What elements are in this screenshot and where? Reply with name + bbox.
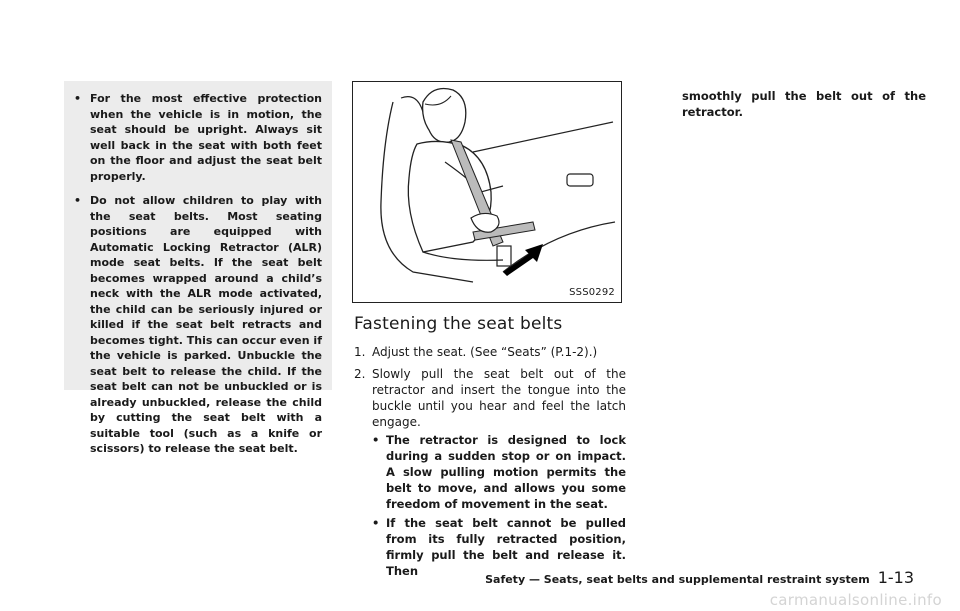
warning-box xyxy=(64,81,332,455)
watermark: carmanualsonline.info xyxy=(769,591,942,609)
continuation-text: smoothly pull the belt out of the retractor. xyxy=(682,89,926,119)
warning-item xyxy=(72,91,322,184)
bullet-dot: • xyxy=(372,516,380,530)
bullet-dot: • xyxy=(372,433,380,447)
door-handle xyxy=(567,174,593,186)
page-footer xyxy=(485,568,914,587)
step-number: 1. xyxy=(354,345,366,359)
seat-belt-illustration xyxy=(352,81,622,303)
warning-item xyxy=(72,193,322,457)
step-text: Slowly pull the seat belt out of the retractor and insert the tongue into the buckle until you hear and feel the latch engage. xyxy=(372,367,626,429)
bullet-dot: • xyxy=(74,194,82,207)
bullet-text: The retractor is designed to lock during a sudden stop or on impact. A slow pulling motion permits the belt to move, and allows you some freedom of movement in the seat. xyxy=(386,433,626,511)
steps-list xyxy=(354,344,626,585)
step-item xyxy=(354,366,626,579)
section-title: Fastening the seat belts xyxy=(354,314,563,334)
buckle xyxy=(497,246,511,266)
footer-section-title: Safety — Seats, seat belts and supplemental restraint system xyxy=(485,573,870,586)
warning-list xyxy=(72,91,322,457)
page-number: 1-13 xyxy=(877,568,914,587)
figure-code: SSS0292 xyxy=(569,287,615,298)
bullet-item xyxy=(372,432,626,512)
warning-text: Do not allow children to play with the seat belts. Most seating positions are equipped with Automatic Locking Retractor (ALR) mode seat belts. If the seat belt becomes wrapped around a child’s neck with the ALR mode activated, the child can be seriously injured or killed if the seat belt retracts and becomes tight. This can occur even if the vehicle is parked. Unbuckle the seat belt to release the child. If the seat belt can not be unbuckled or is already unbuckled, release the child by cutting the seat belt with a suitable tool (such as a knife or scissors) to release the seat belt. xyxy=(90,194,322,455)
bullet-list xyxy=(372,432,626,579)
step-item xyxy=(354,344,626,360)
bullet-text: If the seat belt cannot be pulled from its fully retracted position, firmly pull the belt and release it. Then xyxy=(386,516,626,578)
woman-fastening-belt-drawing xyxy=(353,82,621,302)
step-text: Adjust the seat. (See “Seats” (P.1-2).) xyxy=(372,345,598,359)
step-number: 2. xyxy=(354,367,366,381)
bullet-dot: • xyxy=(74,92,82,105)
warning-text: For the most effective protection when the vehicle is in motion, the seat should be upright. Always sit well back in the seat with both feet on the floor and adjust the seat belt properly. xyxy=(90,92,322,183)
